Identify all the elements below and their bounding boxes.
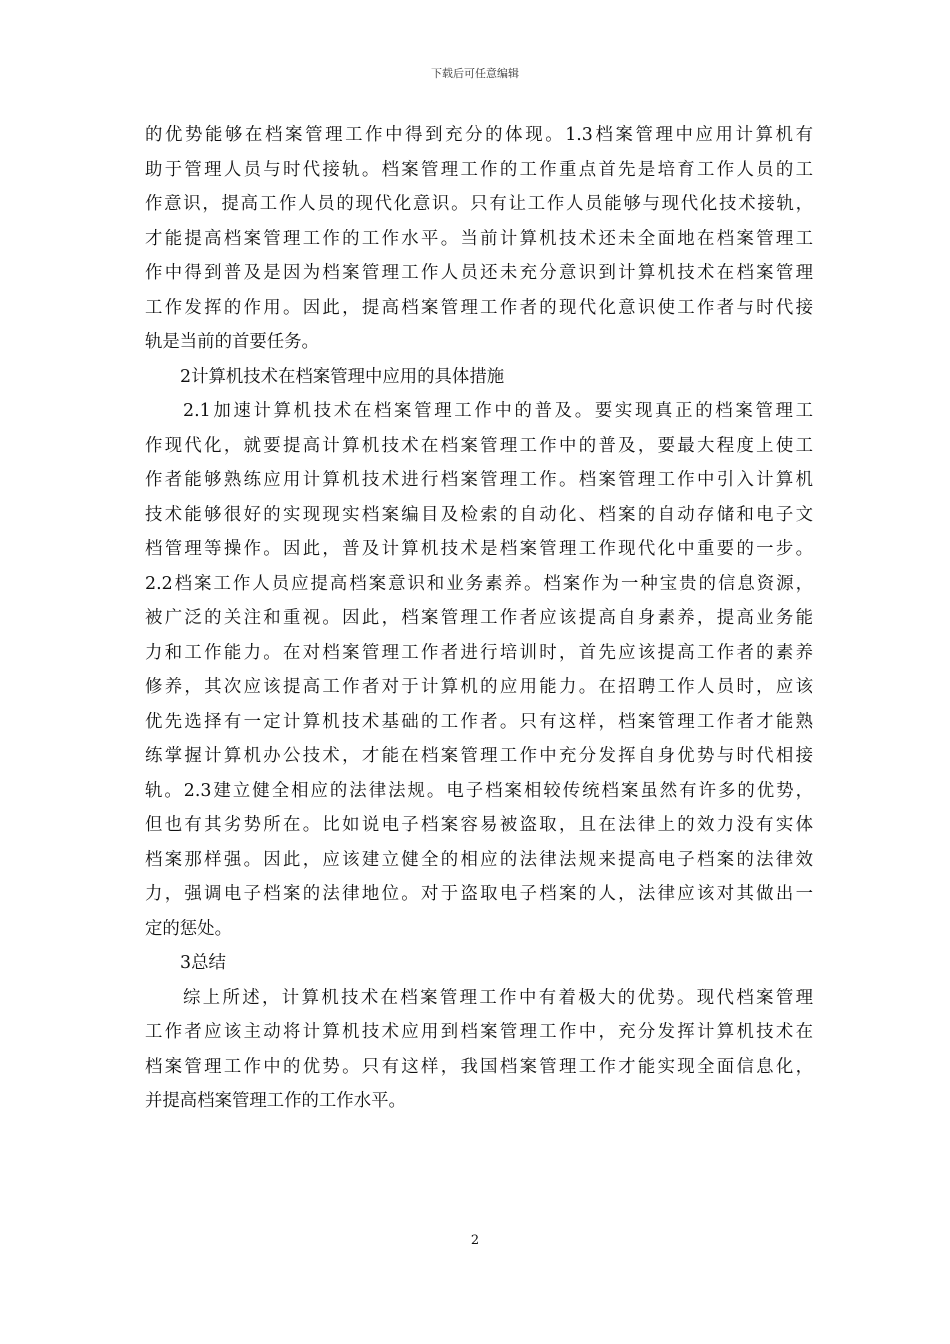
text-line: 档案那样强。因此，应该建立健全的相应的法律法规来提高电子档案的法律效 — [145, 849, 813, 870]
text-line: 作现代化，就要提高计算机技术在档案管理工作中的普及，要最大程度上使工 — [145, 435, 813, 456]
section-heading: 3总结 — [180, 953, 226, 973]
text-line: 档管理等操作。因此，普及计算机技术是档案管理工作现代化中重要的一步。 — [145, 539, 813, 559]
text-line: 的优势能够在档案管理工作中得到充分的体现。1.3档案管理中应用计算机有 — [145, 125, 813, 145]
document-body — [145, 118, 813, 1119]
text-line: 综上所述，计算机技术在档案管理工作中有着极大的优势。现代档案管理 — [183, 987, 813, 1008]
page-number: 2 — [470, 1233, 480, 1248]
text-line: 2.2档案工作人员应提高档案意识和业务素养。档案作为一种宝贵的信息资源， — [145, 573, 813, 594]
text-line: 但也有其劣势所在。比如说电子档案容易被盗取，且在法律上的效力没有实体 — [145, 815, 813, 835]
text-line: 才能提高档案管理工作的工作水平。当前计算机技术还未全面地在档案管理工 — [145, 228, 813, 249]
text-line: 并提高档案管理工作的工作水平。 — [145, 1091, 406, 1111]
text-line: 修养，其次应该提高工作者对于计算机的应用能力。在招聘工作人员时，应该 — [145, 677, 813, 697]
text-line: 2.1加速计算机技术在档案管理工作中的普及。要实现真正的档案管理工 — [183, 401, 813, 421]
text-line: 力和工作能力。在对档案管理工作者进行培训时，首先应该提高工作者的素养 — [145, 642, 813, 663]
text-line: 优先选择有一定计算机技术基础的工作者。只有这样，档案管理工作者才能熟 — [145, 711, 813, 732]
text-line: 轨是当前的首要任务。 — [145, 332, 319, 352]
section-heading: 2计算机技术在档案管理中应用的具体措施 — [180, 366, 505, 387]
text-line: 助于管理人员与时代接轨。档案管理工作的工作重点首先是培育工作人员的工 — [145, 159, 813, 180]
text-line: 工作发挥的作用。因此，提高档案管理工作者的现代化意识使工作者与时代接 — [145, 297, 813, 318]
text-line: 轨。2.3建立健全相应的法律法规。电子档案相较传统档案虽然有许多的优势， — [145, 780, 813, 801]
text-line: 技术能够很好的实现现实档案编目及检索的自动化、档案的自动存储和电子文 — [145, 504, 813, 525]
text-line: 力，强调电子档案的法律地位。对于盗取电子档案的人，法律应该对其做出一 — [145, 884, 813, 904]
text-line: 档案管理工作中的优势。只有这样，我国档案管理工作才能实现全面信息化， — [145, 1056, 813, 1077]
text-line: 作意识，提高工作人员的现代化意识。只有让工作人员能够与现代化技术接轨， — [145, 194, 813, 214]
text-line: 工作者应该主动将计算机技术应用到档案管理工作中，充分发挥计算机技术在 — [145, 1022, 813, 1042]
text-line: 作者能够熟练应用计算机技术进行档案管理工作。档案管理工作中引入计算机 — [145, 470, 813, 490]
page-header: 下载后可任意编辑 — [431, 67, 519, 80]
text-line: 作中得到普及是因为档案管理工作人员还未充分意识到计算机技术在档案管理 — [145, 263, 813, 283]
text-line: 定的惩处。 — [145, 918, 232, 939]
text-line: 练掌握计算机办公技术，才能在档案管理工作中充分发挥自身优势与时代相接 — [145, 746, 813, 766]
text-line: 被广泛的关注和重视。因此，档案管理工作者应该提高自身素养，提高业务能 — [145, 608, 813, 628]
